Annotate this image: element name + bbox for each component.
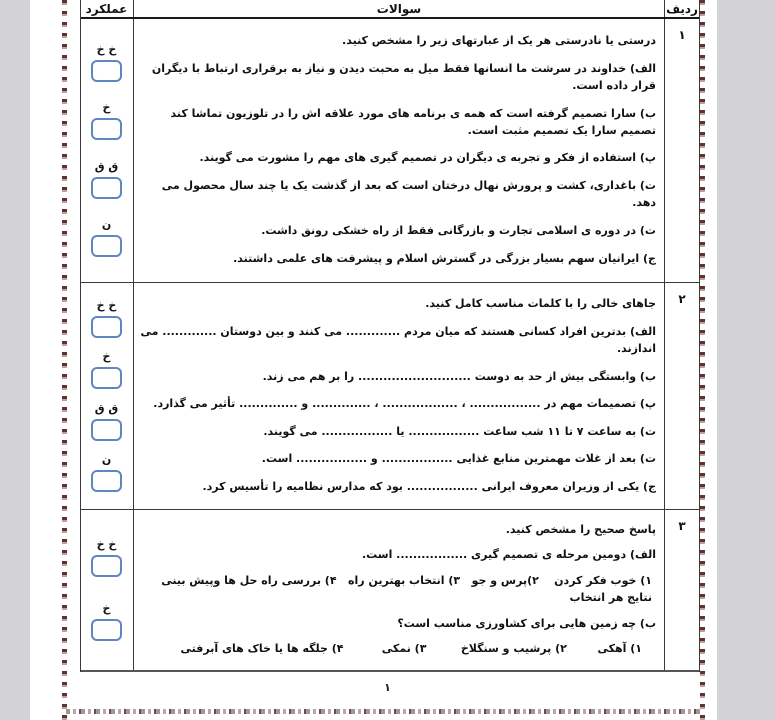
page-number: ۱ xyxy=(384,681,391,694)
header-performance: عملكرد xyxy=(85,1,128,16)
perf-checkbox[interactable] xyxy=(91,419,122,441)
perf-checkbox[interactable] xyxy=(91,555,122,577)
question-item: ت) به ساعت ۷ تا ۱۱ شب ساعت ................. یا ................. می گویند. xyxy=(263,424,656,438)
perf-option-group xyxy=(91,454,122,492)
perf-option-group xyxy=(91,44,122,82)
perf-option-group xyxy=(91,403,122,441)
perf-option-group xyxy=(91,539,122,577)
perf-checkbox[interactable] xyxy=(91,177,122,199)
row-number: ۱ xyxy=(664,19,699,282)
perf-option-label: خ xyxy=(102,350,111,364)
question-cell xyxy=(133,19,664,282)
ornament-border-bottom xyxy=(66,709,700,714)
question-options: ۱) خوب فکر کردن ۲)پرس و جو ۳) انتخاب بهترین راه ۴) بررسی راه حل ها وپیش بینی نتایج هر انتخاب xyxy=(157,573,652,604)
perf-option-label: خ خ xyxy=(96,299,117,313)
perf-checkbox[interactable] xyxy=(91,118,122,140)
question-cell xyxy=(133,283,664,509)
perf-option-label: خ xyxy=(102,601,111,615)
perf-checkbox[interactable] xyxy=(91,619,122,641)
perf-option-label: ن xyxy=(101,218,112,232)
question-item: الف) دومین مرحله ی تصمیم گیری ................. است. xyxy=(361,548,656,562)
performance-cell xyxy=(80,283,133,509)
perf-option-group xyxy=(91,102,122,140)
perf-checkbox[interactable] xyxy=(91,316,122,338)
perf-option-label: خ xyxy=(102,101,111,115)
question-item: ب) سارا تصمیم گرفته است که همه ی برنامه های مورد علاقه اش را در تلوزیون تماشا کند تصمیم سارا یک تصمیم مثبت است. xyxy=(166,106,656,137)
question-intro: جاهای خالی را با کلمات مناسب کامل کنید. xyxy=(425,297,656,311)
perf-option-label: ق ق xyxy=(94,159,119,173)
table-header-row xyxy=(81,0,699,19)
question-intro: درستی یا نادرستی هر یک از عبارتهای زیر را مشخص کنید. xyxy=(342,33,656,47)
question-intro: پاسخ صحیح را مشخص کنید. xyxy=(505,522,656,536)
question-item: الف) بدترین افراد کسانی هستند که میان مردم ............. می کنند و بین دوستان ............. می اندازند. xyxy=(136,324,656,355)
viewer-gray-edge-left xyxy=(0,0,30,720)
ornament-border-left xyxy=(62,0,67,720)
question-item: ت) باغداری، کشت و پرورش نهال درختان است که بعد از گذشت یک یا چند سال محصول می دهد. xyxy=(157,179,656,210)
question-item: الف) خداوند در سرشت ما انسانها فقط میل به محبت دیدن و نیاز به برقراری ارتباط با دیگران قرار داده است. xyxy=(148,61,656,92)
performance-cell xyxy=(80,19,133,282)
perf-option-label: خ خ xyxy=(96,538,117,552)
ornament-border-right xyxy=(700,0,705,720)
perf-option-label: ن xyxy=(101,452,112,466)
question-cell xyxy=(133,510,664,670)
exam-table xyxy=(80,0,700,672)
perf-option-group xyxy=(91,219,122,257)
perf-option-group xyxy=(91,161,122,199)
question-row-1 xyxy=(81,19,699,283)
question-row-2 xyxy=(81,283,699,510)
perf-checkbox[interactable] xyxy=(91,470,122,492)
question-item: پ) تصمیمات مهم در ................. ، .................. ، .............. و .............. تأثیر می گذارد. xyxy=(153,397,656,410)
question-item: ت) بعد از غلات مهمترین منابع غذایی ................. و ................. است. xyxy=(261,452,656,465)
header-row-number: رديف xyxy=(664,0,699,17)
header-questions: سوالات xyxy=(133,0,664,17)
perf-option-label: خ خ xyxy=(96,42,117,56)
viewer-gray-edge-right xyxy=(717,0,775,720)
perf-checkbox[interactable] xyxy=(91,367,122,389)
perf-checkbox[interactable] xyxy=(91,235,122,257)
question-item: ب) وابستگی بیش از حد به دوست ........................... را بر هم می زند. xyxy=(262,369,656,383)
question-item: ج) ایرانیان سهم بسیار بزرگی در گسترش اسلام و پیشرفت های علمی داشتند. xyxy=(233,252,656,266)
row-number: ۳ xyxy=(664,510,699,670)
question-options: ۱) آهکی ۲) پرشیب و سنگلاخ ۳) نمکی ۴) جلگه ها یا خاک های آبرفتی xyxy=(180,642,642,656)
question-item: ج) یکی از وزیران معروف ایرانی ................. بود که مدارس نظامیه را تأسیس کرد. xyxy=(202,479,656,493)
question-item: پ) استفاده از فکر و تجربه ی دیگران در تصمیم گیری های مهم را مشورت می گویند. xyxy=(199,151,656,165)
perf-option-label: ق ق xyxy=(94,401,119,415)
question-item: ت) در دوره ی اسلامی تجارت و بازرگانی فقط از راه خشکی رونق داشت. xyxy=(261,224,656,238)
performance-cell xyxy=(80,510,133,670)
row-number: ۲ xyxy=(664,283,699,509)
perf-checkbox[interactable] xyxy=(91,60,122,82)
perf-option-group xyxy=(91,603,122,641)
perf-option-group xyxy=(91,351,122,389)
perf-option-group xyxy=(91,300,122,338)
question-row-3 xyxy=(81,510,699,672)
question-item: ب) چه زمین هایی برای کشاورزی مناسب است؟ xyxy=(397,616,656,630)
